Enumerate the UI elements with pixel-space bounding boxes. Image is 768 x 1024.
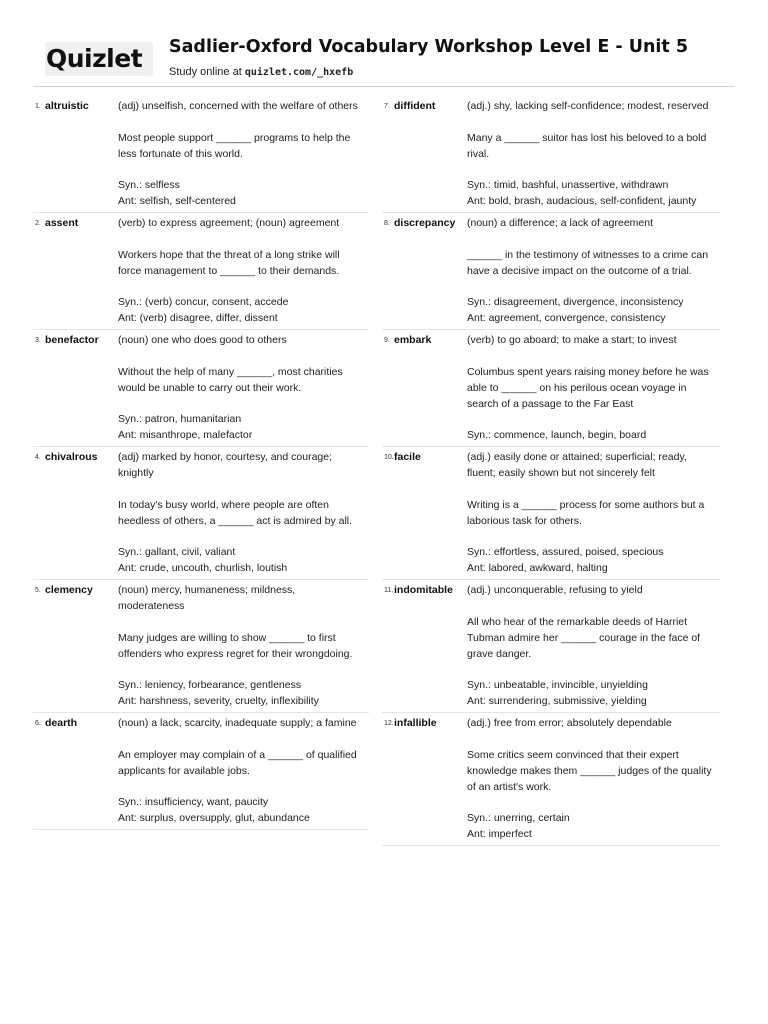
definition-block	[118, 449, 369, 576]
page-title: Sadlier-Oxford Vocabulary Workshop Level E - Unit 5	[169, 37, 689, 57]
example-sentence: An employer may complain of a ______ of qualified applicants for available jobs.	[118, 748, 357, 777]
antonyms: Ant: bold, brash, audacious, self-confident, jaunty	[467, 195, 697, 207]
syn-ant-block	[467, 294, 714, 326]
example-sentence: Most people support ______ programs to help the less fortunate of this world.	[118, 131, 351, 160]
definition-text: (verb) to express agreement; (noun) agreement	[118, 217, 340, 229]
synonyms: Syn.: leniency, forbearance, gentleness	[118, 679, 302, 691]
term: discrepancy	[394, 217, 456, 229]
definition-block	[118, 215, 369, 326]
card-number: 6.	[35, 720, 41, 727]
definition-block	[467, 98, 720, 209]
syn-ant-block	[467, 177, 714, 209]
synonyms: Syn.: insufficiency, want, paucity	[118, 796, 269, 808]
antonyms: Ant: selfish, self-centered	[118, 195, 236, 207]
flashcard-row	[382, 96, 720, 213]
card-number: 4.	[35, 454, 41, 461]
synonyms: Syn.: selfless	[118, 179, 180, 191]
syn-ant-block	[118, 294, 363, 326]
example-sentence: Many a ______ suitor has lost his beloved to a bold rival.	[467, 131, 707, 160]
synonyms: Syn.: unbeatable, invincible, unyielding	[467, 679, 648, 691]
antonyms: Ant: imperfect	[467, 828, 532, 840]
card-number: 8.	[384, 220, 390, 227]
definition-text: (adj.) free from error; absolutely dependable	[467, 717, 672, 729]
definition-text: (adj.) unconquerable, refusing to yield	[467, 584, 643, 596]
definition-block	[118, 98, 369, 209]
flashcard-row	[33, 96, 369, 213]
definition-block	[467, 215, 720, 326]
example-sentence: In today's busy world, where people are often heedless of others, a ______ act is admired by all.	[118, 498, 353, 527]
card-number: 2.	[35, 220, 41, 227]
page-header	[0, 0, 768, 88]
syn-ant-block	[467, 544, 714, 576]
definition-text: (adj.) shy, lacking self-confidence; modest, reserved	[467, 100, 709, 112]
definition-text: (noun) one who does good to others	[118, 334, 287, 346]
left-column	[33, 96, 369, 830]
term: chivalrous	[45, 451, 98, 463]
syn-ant-block	[118, 794, 363, 826]
definition-text: (adj) marked by honor, courtesy, and courage; knightly	[118, 451, 333, 479]
study-online-line	[169, 66, 353, 78]
definition-block	[467, 332, 720, 443]
quizlet-logo[interactable]	[45, 42, 153, 76]
flashcard-row	[382, 713, 720, 846]
definition-text: (adj.) easily done or attained; superficial; ready, fluent; easily shown but not sincerely felt	[467, 451, 687, 479]
example-sentence: Writing is a ______ process for some authors but a laborious task for others.	[467, 498, 705, 527]
antonyms: Ant: (verb) disagree, differ, dissent	[118, 312, 278, 324]
antonyms: Ant: crude, uncouth, churlish, loutish	[118, 562, 288, 574]
card-number: 11.	[384, 587, 394, 594]
synonyms: Syn.: disagreement, divergence, inconsistency	[467, 296, 684, 308]
term: dearth	[45, 717, 78, 729]
flashcard-row	[33, 580, 369, 713]
flashcard-row	[33, 213, 369, 330]
antonyms: Ant: surplus, oversupply, glut, abundance	[118, 812, 310, 824]
flashcard-row	[382, 330, 720, 447]
term: assent	[45, 217, 79, 229]
flashcard-row	[33, 447, 369, 580]
definition-block	[118, 332, 369, 443]
term: benefactor	[45, 334, 99, 346]
definition-text: (adj) unselfish, concerned with the welfare of others	[118, 100, 358, 112]
card-number: 3.	[35, 337, 41, 344]
definition-block	[118, 715, 369, 826]
card-number: 10.	[384, 454, 394, 461]
syn-ant-block	[467, 677, 714, 709]
syn-ant-block	[118, 177, 363, 209]
syn-ant-block	[467, 810, 714, 842]
antonyms: Ant: agreement, convergence, consistency	[467, 312, 666, 324]
flashcard-row	[382, 213, 720, 330]
flashcard-row	[382, 580, 720, 713]
syn-ant-block	[467, 427, 714, 443]
antonyms: Ant: harshness, severity, cruelty, inflexibility	[118, 695, 319, 707]
definition-block	[467, 582, 720, 709]
study-url-link[interactable]: quizlet.com/_hxefb	[244, 67, 354, 78]
flashcard-row	[33, 713, 369, 830]
term: indomitable	[394, 584, 453, 596]
definition-block	[467, 715, 720, 842]
definition-text: (noun) mercy, humaneness; mildness, moderateness	[118, 584, 296, 612]
example-sentence: ______ in the testimony of witnesses to a crime can have a decisive impact on the outcome of a trial.	[467, 248, 709, 277]
example-sentence: Many judges are willing to show ______ to first offenders who express regret for their wrongdoing.	[118, 631, 353, 660]
definition-text: (noun) a difference; a lack of agreement	[467, 217, 654, 229]
antonyms: Ant: misanthrope, malefactor	[118, 429, 253, 441]
example-sentence: Workers hope that the threat of a long strike will force management to ______ to their demands.	[118, 248, 340, 277]
synonyms: Syn.: commence, launch, begin, board	[467, 429, 647, 441]
right-column	[382, 96, 720, 846]
synonyms: Syn.: unerring, certain	[467, 812, 570, 824]
example-sentence: Columbus spent years raising money before he was able to ______ on his perilous ocean voyage in search of a passage to the Far East	[467, 365, 709, 410]
synonyms: Syn.: (verb) concur, consent, accede	[118, 296, 289, 308]
definition-text: (noun) a lack, scarcity, inadequate supply; a famine	[118, 717, 357, 729]
term: embark	[394, 334, 432, 346]
antonyms: Ant: surrendering, submissive, yielding	[467, 695, 647, 707]
example-sentence: Some critics seem convinced that their expert knowledge makes them ______ judges of the quality of an artist's work.	[467, 748, 712, 793]
syn-ant-block	[118, 411, 363, 443]
card-number: 9.	[384, 337, 390, 344]
synonyms: Syn.: effortless, assured, poised, specious	[467, 546, 664, 558]
logo-text: Quizlet	[46, 44, 143, 73]
flashcard-row	[382, 447, 720, 580]
syn-ant-block	[118, 677, 363, 709]
term: altruistic	[45, 100, 89, 112]
card-number: 1.	[35, 103, 41, 110]
synonyms: Syn.: timid, bashful, unassertive, withdrawn	[467, 179, 669, 191]
study-online-label: Study online at	[169, 66, 245, 78]
card-number: 12.	[384, 720, 394, 727]
flashcard-row	[33, 330, 369, 447]
definition-text: (verb) to go aboard; to make a start; to invest	[467, 334, 677, 346]
definition-block	[467, 449, 720, 576]
definition-block	[118, 582, 369, 709]
term: infallible	[394, 717, 437, 729]
synonyms: Syn.: patron, humanitarian	[118, 413, 242, 425]
antonyms: Ant: labored, awkward, halting	[467, 562, 608, 574]
term: facile	[394, 451, 421, 463]
term: clemency	[45, 584, 93, 596]
example-sentence: All who hear of the remarkable deeds of Harriet Tubman admire her ______ courage in the face of grave danger.	[467, 615, 701, 660]
card-number: 7.	[384, 103, 390, 110]
synonyms: Syn.: gallant, civil, valiant	[118, 546, 236, 558]
syn-ant-block	[118, 544, 363, 576]
term: diffident	[394, 100, 436, 112]
example-sentence: Without the help of many ______, most charities would be unable to carry out their work.	[118, 365, 343, 394]
card-number: 5.	[35, 587, 41, 594]
header-divider	[33, 86, 735, 87]
